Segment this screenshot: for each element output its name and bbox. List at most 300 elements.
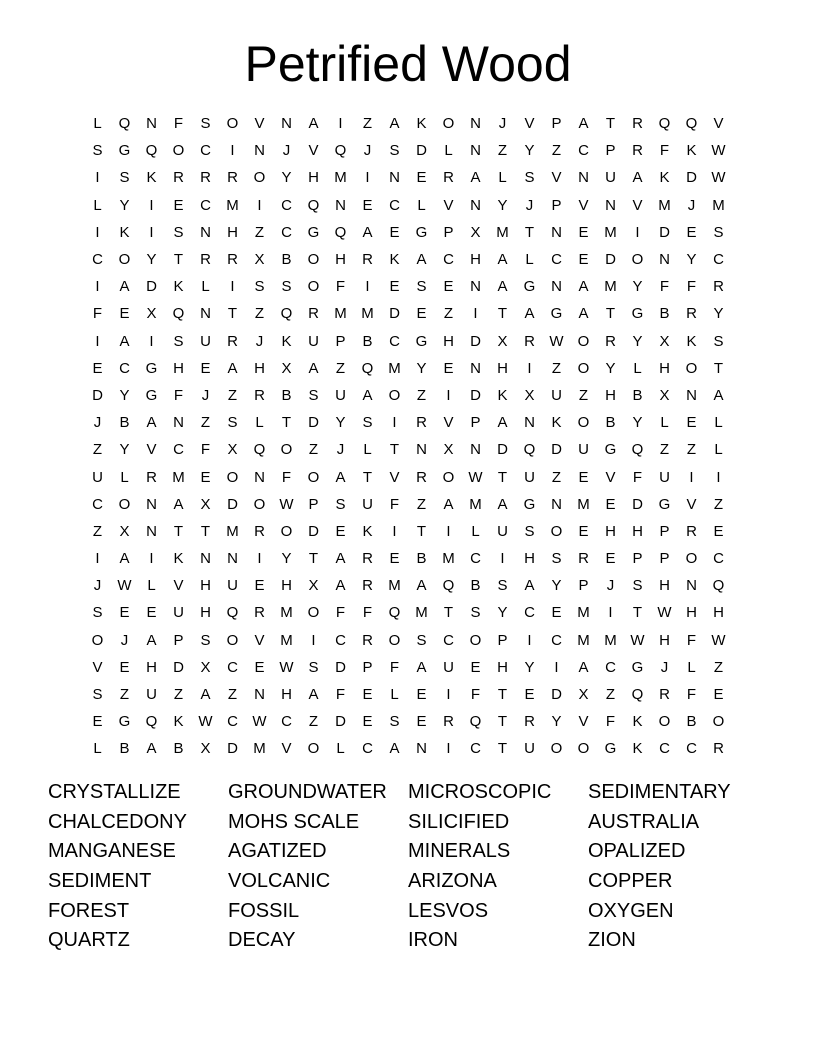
grid-letter[interactable]: H <box>632 522 643 540</box>
grid-letter[interactable]: G <box>145 386 158 404</box>
grid-letter[interactable]: E <box>200 468 211 486</box>
grid-letter[interactable]: B <box>281 251 292 269</box>
grid-letter[interactable]: E <box>416 686 427 704</box>
grid-letter[interactable]: Q <box>253 441 266 459</box>
grid-letter[interactable]: M <box>604 631 617 649</box>
grid-letter[interactable]: C <box>200 142 211 160</box>
grid-letter[interactable]: N <box>254 468 265 486</box>
grid-letter[interactable]: E <box>389 550 400 568</box>
grid-letter[interactable]: R <box>578 550 589 568</box>
grid-letter[interactable]: E <box>254 658 265 676</box>
grid-letter[interactable]: E <box>92 359 103 377</box>
grid-letter[interactable]: E <box>416 169 427 187</box>
grid-letter[interactable]: U <box>578 441 589 459</box>
grid-letter[interactable]: K <box>146 169 157 187</box>
grid-letter[interactable]: Q <box>388 604 401 622</box>
grid-letter[interactable]: R <box>308 305 319 323</box>
grid-letter[interactable]: R <box>443 713 454 731</box>
grid-letter[interactable]: I <box>392 414 397 432</box>
grid-letter[interactable]: E <box>686 223 697 241</box>
grid-letter[interactable]: S <box>308 386 319 404</box>
grid-letter[interactable]: S <box>632 577 643 595</box>
grid-letter[interactable]: M <box>469 495 482 513</box>
grid-letter[interactable]: S <box>524 522 535 540</box>
grid-letter[interactable]: D <box>92 386 103 404</box>
grid-letter[interactable]: A <box>308 686 319 704</box>
grid-letter[interactable]: X <box>308 577 319 595</box>
grid-letter[interactable]: T <box>524 223 535 241</box>
grid-letter[interactable]: A <box>713 386 724 404</box>
grid-letter[interactable]: E <box>146 604 157 622</box>
grid-letter[interactable]: E <box>92 713 103 731</box>
grid-letter[interactable]: M <box>226 522 239 540</box>
grid-letter[interactable]: S <box>335 495 346 513</box>
grid-letter[interactable]: N <box>146 522 157 540</box>
grid-letter[interactable]: F <box>281 468 292 486</box>
grid-letter[interactable]: N <box>200 223 211 241</box>
grid-letter[interactable]: O <box>280 522 293 540</box>
grid-letter[interactable]: I <box>149 332 154 350</box>
grid-letter[interactable]: L <box>633 359 642 377</box>
grid-letter[interactable]: K <box>362 522 373 540</box>
grid-letter[interactable]: S <box>416 631 427 649</box>
grid-letter[interactable]: O <box>550 740 563 758</box>
grid-letter[interactable]: D <box>632 495 643 513</box>
grid-letter[interactable]: G <box>631 305 644 323</box>
grid-letter[interactable]: K <box>632 740 643 758</box>
grid-letter[interactable]: Z <box>254 223 265 241</box>
grid-letter[interactable]: L <box>660 414 669 432</box>
grid-letter[interactable]: Q <box>712 577 725 595</box>
grid-letter[interactable]: A <box>416 577 427 595</box>
grid-letter[interactable]: A <box>335 577 346 595</box>
grid-letter[interactable]: P <box>443 223 454 241</box>
grid-letter[interactable]: G <box>415 223 428 241</box>
grid-letter[interactable]: J <box>363 142 372 160</box>
grid-letter[interactable]: S <box>308 658 319 676</box>
grid-letter[interactable]: W <box>279 495 294 513</box>
grid-letter[interactable]: F <box>335 604 346 622</box>
grid-letter[interactable]: P <box>632 550 643 568</box>
grid-letter[interactable]: H <box>200 577 211 595</box>
grid-letter[interactable]: O <box>469 631 482 649</box>
grid-letter[interactable]: V <box>173 577 184 595</box>
grid-letter[interactable]: S <box>92 686 103 704</box>
grid-letter[interactable]: E <box>578 251 589 269</box>
grid-letter[interactable]: I <box>149 196 154 214</box>
grid-letter[interactable]: Y <box>335 414 346 432</box>
grid-letter[interactable]: O <box>226 115 239 133</box>
grid-letter[interactable]: T <box>389 441 400 459</box>
grid-letter[interactable]: Q <box>361 359 374 377</box>
grid-letter[interactable]: T <box>173 522 184 540</box>
grid-letter[interactable]: N <box>470 441 481 459</box>
grid-letter[interactable]: Z <box>605 686 616 704</box>
grid-letter[interactable]: R <box>713 740 724 758</box>
grid-letter[interactable]: P <box>497 631 508 649</box>
grid-letter[interactable]: N <box>200 305 211 323</box>
grid-letter[interactable]: U <box>227 577 238 595</box>
grid-letter[interactable]: A <box>362 223 373 241</box>
grid-letter[interactable]: L <box>498 169 507 187</box>
grid-letter[interactable]: W <box>468 468 483 486</box>
grid-letter[interactable]: F <box>605 713 616 731</box>
grid-letter[interactable]: J <box>282 142 291 160</box>
grid-letter[interactable]: P <box>335 332 346 350</box>
grid-letter[interactable]: S <box>200 631 211 649</box>
grid-letter[interactable]: A <box>200 686 211 704</box>
grid-letter[interactable]: P <box>659 550 670 568</box>
grid-letter[interactable]: X <box>146 305 157 323</box>
grid-letter[interactable]: D <box>173 658 184 676</box>
grid-letter[interactable]: Z <box>119 686 130 704</box>
grid-letter[interactable]: W <box>279 658 294 676</box>
grid-letter[interactable]: S <box>254 278 265 296</box>
grid-letter[interactable]: A <box>632 169 643 187</box>
grid-letter[interactable]: D <box>335 713 346 731</box>
grid-letter[interactable]: G <box>523 278 536 296</box>
grid-letter[interactable]: O <box>658 713 671 731</box>
grid-letter[interactable]: K <box>173 278 184 296</box>
grid-letter[interactable]: V <box>281 740 292 758</box>
grid-letter[interactable]: I <box>230 142 235 160</box>
grid-letter[interactable]: V <box>713 115 724 133</box>
grid-letter[interactable]: H <box>254 359 265 377</box>
grid-letter[interactable]: J <box>606 577 615 595</box>
grid-letter[interactable]: I <box>311 631 316 649</box>
grid-letter[interactable]: I <box>500 550 505 568</box>
grid-letter[interactable]: Y <box>632 414 643 432</box>
grid-letter[interactable]: G <box>658 495 671 513</box>
grid-letter[interactable]: C <box>686 740 697 758</box>
grid-letter[interactable]: H <box>659 577 670 595</box>
grid-letter[interactable]: A <box>578 278 589 296</box>
grid-letter[interactable]: Z <box>551 359 562 377</box>
grid-letter[interactable]: E <box>443 359 454 377</box>
grid-letter[interactable]: A <box>497 278 508 296</box>
grid-letter[interactable]: O <box>118 495 131 513</box>
grid-letter[interactable]: A <box>578 115 589 133</box>
grid-letter[interactable]: J <box>93 414 102 432</box>
grid-letter[interactable]: B <box>281 386 292 404</box>
grid-letter[interactable]: S <box>389 142 400 160</box>
grid-letter[interactable]: I <box>95 278 100 296</box>
grid-letter[interactable]: D <box>605 251 616 269</box>
grid-letter[interactable]: O <box>577 359 590 377</box>
grid-letter[interactable]: E <box>524 686 535 704</box>
grid-letter[interactable]: A <box>389 740 400 758</box>
grid-letter[interactable]: D <box>551 686 562 704</box>
grid-letter[interactable]: H <box>200 604 211 622</box>
grid-letter[interactable]: A <box>524 577 535 595</box>
grid-letter[interactable]: I <box>149 223 154 241</box>
grid-letter[interactable]: E <box>362 713 373 731</box>
grid-letter[interactable]: Q <box>145 713 158 731</box>
grid-letter[interactable]: C <box>281 196 292 214</box>
grid-letter[interactable]: B <box>470 577 481 595</box>
grid-letter[interactable]: I <box>149 550 154 568</box>
grid-letter[interactable]: E <box>713 522 724 540</box>
grid-letter[interactable]: A <box>308 115 319 133</box>
grid-letter[interactable]: Z <box>551 468 562 486</box>
grid-letter[interactable]: H <box>173 359 184 377</box>
grid-letter[interactable]: A <box>119 278 130 296</box>
grid-letter[interactable]: O <box>550 522 563 540</box>
grid-letter[interactable]: N <box>200 550 211 568</box>
grid-letter[interactable]: B <box>362 332 373 350</box>
grid-letter[interactable]: S <box>227 414 238 432</box>
grid-letter[interactable]: M <box>226 196 239 214</box>
grid-letter[interactable]: W <box>711 142 726 160</box>
grid-letter[interactable]: U <box>362 495 373 513</box>
grid-letter[interactable]: H <box>497 658 508 676</box>
grid-letter[interactable]: R <box>146 468 157 486</box>
grid-letter[interactable]: O <box>685 550 698 568</box>
grid-letter[interactable]: S <box>497 577 508 595</box>
grid-letter[interactable]: O <box>91 631 104 649</box>
grid-letter[interactable]: P <box>308 495 319 513</box>
grid-letter[interactable]: Q <box>469 713 482 731</box>
grid-letter[interactable]: H <box>443 332 454 350</box>
grid-letter[interactable]: L <box>255 414 264 432</box>
grid-letter[interactable]: M <box>577 604 590 622</box>
grid-letter[interactable]: S <box>92 604 103 622</box>
grid-letter[interactable]: R <box>416 468 427 486</box>
grid-letter[interactable]: A <box>335 550 346 568</box>
grid-letter[interactable]: H <box>335 251 346 269</box>
grid-letter[interactable]: O <box>442 115 455 133</box>
grid-letter[interactable]: T <box>497 305 508 323</box>
grid-letter[interactable]: W <box>657 604 672 622</box>
grid-letter[interactable]: Z <box>713 658 724 676</box>
grid-letter[interactable]: T <box>362 468 373 486</box>
grid-letter[interactable]: L <box>93 115 102 133</box>
grid-letter[interactable]: L <box>714 414 723 432</box>
grid-letter[interactable]: K <box>173 550 184 568</box>
grid-letter[interactable]: A <box>335 468 346 486</box>
grid-letter[interactable]: N <box>254 686 265 704</box>
grid-letter[interactable]: M <box>334 305 347 323</box>
grid-letter[interactable]: C <box>362 740 373 758</box>
grid-letter[interactable]: R <box>173 169 184 187</box>
grid-letter[interactable]: R <box>686 305 697 323</box>
grid-letter[interactable]: Z <box>173 686 184 704</box>
grid-letter[interactable]: C <box>470 740 481 758</box>
grid-letter[interactable]: A <box>524 305 535 323</box>
grid-letter[interactable]: A <box>497 251 508 269</box>
grid-letter[interactable]: G <box>631 658 644 676</box>
grid-letter[interactable]: H <box>605 522 616 540</box>
grid-letter[interactable]: G <box>307 223 320 241</box>
grid-letter[interactable]: A <box>227 359 238 377</box>
grid-letter[interactable]: S <box>713 332 724 350</box>
grid-letter[interactable]: U <box>200 332 211 350</box>
grid-letter[interactable]: D <box>389 305 400 323</box>
grid-letter[interactable]: V <box>605 468 616 486</box>
grid-letter[interactable]: Q <box>631 441 644 459</box>
grid-letter[interactable]: R <box>713 278 724 296</box>
grid-letter[interactable]: R <box>362 631 373 649</box>
grid-letter[interactable]: U <box>173 604 184 622</box>
grid-letter[interactable]: C <box>281 223 292 241</box>
grid-letter[interactable]: C <box>470 550 481 568</box>
grid-letter[interactable]: N <box>416 441 427 459</box>
grid-letter[interactable]: J <box>120 631 129 649</box>
grid-letter[interactable]: A <box>146 740 157 758</box>
grid-letter[interactable]: K <box>686 142 697 160</box>
grid-letter[interactable]: R <box>524 332 535 350</box>
grid-letter[interactable]: L <box>120 468 129 486</box>
grid-letter[interactable]: P <box>659 522 670 540</box>
grid-letter[interactable]: Q <box>172 305 185 323</box>
grid-letter[interactable]: K <box>416 115 427 133</box>
grid-letter[interactable]: V <box>254 631 265 649</box>
grid-letter[interactable]: N <box>281 115 292 133</box>
grid-letter[interactable]: A <box>146 631 157 649</box>
grid-letter[interactable]: Z <box>92 441 103 459</box>
grid-letter[interactable]: N <box>416 740 427 758</box>
grid-letter[interactable]: H <box>686 604 697 622</box>
grid-letter[interactable]: Y <box>605 359 616 377</box>
grid-letter[interactable]: N <box>605 196 616 214</box>
grid-letter[interactable]: C <box>173 441 184 459</box>
grid-letter[interactable]: H <box>470 251 481 269</box>
grid-letter[interactable]: F <box>389 495 400 513</box>
grid-letter[interactable]: V <box>686 495 697 513</box>
grid-letter[interactable]: R <box>200 251 211 269</box>
grid-letter[interactable]: D <box>551 441 562 459</box>
grid-letter[interactable]: U <box>146 686 157 704</box>
grid-letter[interactable]: J <box>498 115 507 133</box>
grid-letter[interactable]: N <box>686 386 697 404</box>
grid-letter[interactable]: D <box>659 223 670 241</box>
grid-letter[interactable]: F <box>686 631 697 649</box>
grid-letter[interactable]: R <box>605 332 616 350</box>
grid-letter[interactable]: J <box>660 658 669 676</box>
grid-letter[interactable]: O <box>307 740 320 758</box>
grid-letter[interactable]: S <box>119 169 130 187</box>
grid-letter[interactable]: A <box>578 658 589 676</box>
grid-letter[interactable]: Q <box>334 223 347 241</box>
grid-letter[interactable]: M <box>496 223 509 241</box>
grid-letter[interactable]: B <box>632 386 643 404</box>
grid-letter[interactable]: M <box>577 495 590 513</box>
grid-letter[interactable]: O <box>442 468 455 486</box>
grid-letter[interactable]: N <box>254 142 265 160</box>
grid-letter[interactable]: Q <box>307 196 320 214</box>
grid-letter[interactable]: T <box>605 305 616 323</box>
grid-letter[interactable]: U <box>551 386 562 404</box>
grid-letter[interactable]: J <box>525 196 534 214</box>
grid-letter[interactable]: X <box>497 332 508 350</box>
grid-letter[interactable]: E <box>389 278 400 296</box>
grid-letter[interactable]: A <box>497 495 508 513</box>
grid-letter[interactable]: S <box>173 223 184 241</box>
grid-letter[interactable]: S <box>362 414 373 432</box>
grid-letter[interactable]: T <box>173 251 184 269</box>
grid-letter[interactable]: Y <box>632 278 643 296</box>
grid-letter[interactable]: M <box>280 604 293 622</box>
grid-letter[interactable]: N <box>524 414 535 432</box>
grid-letter[interactable]: N <box>659 251 670 269</box>
grid-letter[interactable]: N <box>173 414 184 432</box>
grid-letter[interactable]: I <box>473 305 478 323</box>
grid-letter[interactable]: X <box>578 686 589 704</box>
grid-letter[interactable]: B <box>416 550 427 568</box>
grid-letter[interactable]: R <box>200 169 211 187</box>
grid-letter[interactable]: A <box>146 414 157 432</box>
grid-letter[interactable]: T <box>497 468 508 486</box>
grid-letter[interactable]: W <box>117 577 132 595</box>
grid-letter[interactable]: G <box>145 359 158 377</box>
grid-letter[interactable]: I <box>257 550 262 568</box>
grid-letter[interactable]: I <box>554 658 559 676</box>
grid-letter[interactable]: C <box>119 359 130 377</box>
grid-letter[interactable]: I <box>446 386 451 404</box>
grid-letter[interactable]: X <box>254 251 265 269</box>
grid-letter[interactable]: V <box>443 196 454 214</box>
grid-letter[interactable]: I <box>716 468 721 486</box>
grid-letter[interactable]: C <box>443 251 454 269</box>
grid-letter[interactable]: A <box>470 169 481 187</box>
grid-letter[interactable]: G <box>118 713 131 731</box>
grid-letter[interactable]: N <box>470 115 481 133</box>
grid-letter[interactable]: K <box>173 713 184 731</box>
grid-letter[interactable]: C <box>443 631 454 649</box>
grid-letter[interactable]: Z <box>362 115 373 133</box>
grid-letter[interactable]: I <box>446 686 451 704</box>
grid-letter[interactable]: I <box>446 522 451 540</box>
grid-letter[interactable]: I <box>635 223 640 241</box>
grid-letter[interactable]: Z <box>308 441 319 459</box>
grid-letter[interactable]: S <box>200 115 211 133</box>
grid-letter[interactable]: G <box>523 495 536 513</box>
grid-letter[interactable]: E <box>254 577 265 595</box>
grid-letter[interactable]: S <box>92 142 103 160</box>
grid-letter[interactable]: I <box>95 169 100 187</box>
grid-letter[interactable]: U <box>524 740 535 758</box>
grid-letter[interactable]: E <box>713 686 724 704</box>
grid-letter[interactable]: F <box>659 278 670 296</box>
grid-letter[interactable]: K <box>686 332 697 350</box>
grid-letter[interactable]: F <box>362 604 373 622</box>
grid-letter[interactable]: U <box>443 658 454 676</box>
grid-letter[interactable]: C <box>227 658 238 676</box>
grid-letter[interactable]: E <box>443 278 454 296</box>
grid-letter[interactable]: I <box>527 631 532 649</box>
grid-letter[interactable]: S <box>389 713 400 731</box>
grid-letter[interactable]: O <box>577 414 590 432</box>
grid-letter[interactable]: U <box>605 169 616 187</box>
grid-letter[interactable]: M <box>604 278 617 296</box>
grid-letter[interactable]: I <box>689 468 694 486</box>
grid-letter[interactable]: A <box>497 414 508 432</box>
grid-letter[interactable]: M <box>172 468 185 486</box>
grid-letter[interactable]: C <box>227 713 238 731</box>
grid-letter[interactable]: A <box>173 495 184 513</box>
grid-letter[interactable]: Q <box>442 577 455 595</box>
grid-letter[interactable]: G <box>604 441 617 459</box>
grid-letter[interactable]: U <box>659 468 670 486</box>
grid-letter[interactable]: A <box>362 386 373 404</box>
grid-letter[interactable]: Y <box>281 550 292 568</box>
grid-letter[interactable]: T <box>497 740 508 758</box>
grid-letter[interactable]: V <box>389 468 400 486</box>
grid-letter[interactable]: F <box>335 278 346 296</box>
grid-letter[interactable]: E <box>200 359 211 377</box>
grid-letter[interactable]: L <box>93 196 102 214</box>
grid-letter[interactable]: E <box>416 713 427 731</box>
